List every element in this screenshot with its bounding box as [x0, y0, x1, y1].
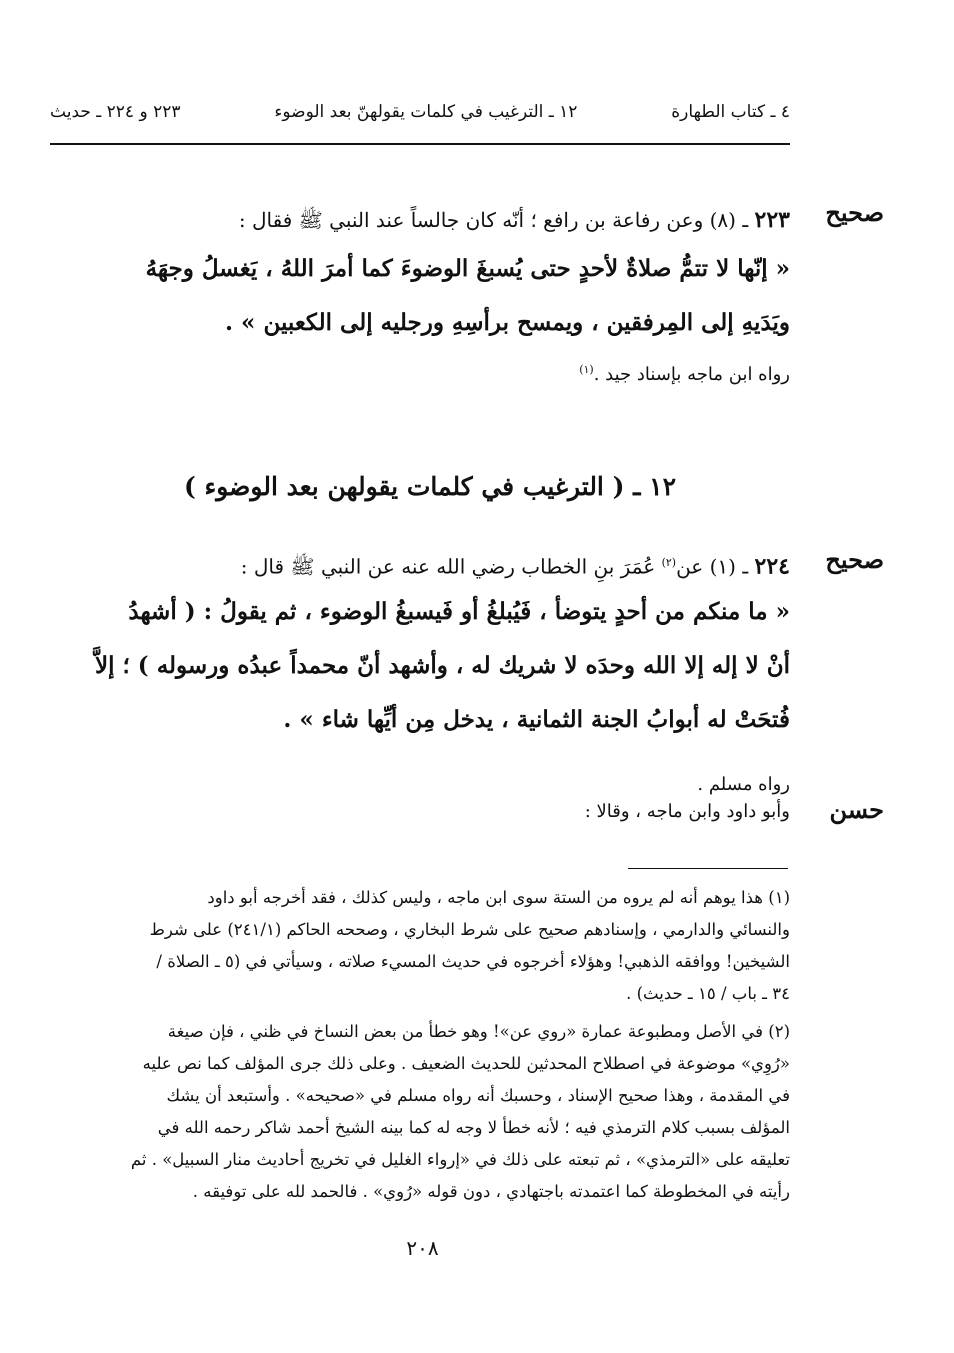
hadith-223-source — [50, 350, 790, 390]
hadith-224 — [50, 541, 790, 805]
hadith-224-number: ٢٢٤ — [754, 553, 790, 580]
footnote-1-line: (١) هذا يوهم أنه لم يروه من الستة سوى ابن ماجه ، وليس كذلك ، فقد أخرجه أبو داود — [207, 888, 790, 907]
footnote-1-line: والنسائي والدارمي ، وإسنادهم صحيح على شرط البخاري ، وصححه الحاكم (٢٤١/١) على شرط — [149, 920, 790, 939]
footnote-1 — [50, 882, 790, 1010]
hasan-note-text: وأبو داود وابن ماجه ، وقالا : — [584, 801, 790, 822]
footnote-2 — [50, 1016, 790, 1208]
running-header — [50, 92, 790, 132]
footnote-2-line: المؤلف بسبب كلام الترمذي فيه ؛ لأنه خطأ لا وجه له كما بينه الشيخ أحمد شاكر رحمه الله في — [157, 1118, 790, 1137]
footnote-2-line: رأيته في المخطوطة كما اعتمدته باجتهادي ، دون قوله «رُوي» . فالحمد لله على توفيقه . — [192, 1182, 790, 1201]
grade-label-223: صحيح — [825, 198, 884, 227]
grade-label-224: صحيح — [825, 545, 884, 574]
hadith-223-matn-line-2: ويَدَيهِ إلى المِرفقين ، ويمسح برأسِهِ ورجليه إلى الكعبين » . — [225, 309, 790, 336]
hadith-224-matn-line-2: أنْ لا إله إلا الله وحدَه لا شريك له ، وأشهد أنّ محمداً عبدُه ورسوله ) ؛ إلاَّ — [94, 652, 790, 679]
hadith-223-matn-line-1: « إنّها لا تتمُّ صلاةٌ لأحدٍ حتى يُسبغَ الوضوءَ كما أمرَ اللهُ ، يَغسلُ وجهَهُ — [145, 255, 790, 282]
hadith-224-matn-line-1: « ما منكم من أحدٍ يتوضأ ، فَيُبلغُ أو فَيسبغُ الوضوء ، ثم يقولُ : ( أشهدُ — [128, 598, 790, 625]
hadith-224-intro — [50, 541, 790, 585]
footnote-2-line: في المقدمة ، وهذا صحيح الإسناد ، وحسبك أنه رواه مسلم في «صحيحه» . وأستبعد أن يشك — [166, 1086, 790, 1105]
hadith-224-intro-text-a: ـ (١) عن — [676, 554, 755, 579]
header-chapter-title: ١٢ ـ الترغيب في كلمات يقولهنّ بعد الوضوء — [274, 102, 578, 122]
footnotes — [50, 882, 790, 1208]
hadith-224-matn-line-3: فُتحَتْ له أبوابُ الجنة الثمانية ، يدخل مِن أيِّها شاء » . — [283, 706, 790, 733]
hadith-224-source: رواه مسلم . — [697, 774, 790, 795]
footnote-ref-1[interactable]: (١) — [579, 363, 594, 376]
header-rule — [50, 143, 790, 145]
hadith-223-intro-text: ـ (٨) وعن رفاعة بن رافع ؛ أنّه كان جالساً عند النبي ﷺ فقال : — [238, 208, 755, 232]
footnote-1-line: الشيخين! ووافقه الذهبي! وهؤلاء أخرجوه في حديث المسيء صلاته ، وسيأتي في (٥ ـ الصلاة / — [156, 952, 790, 971]
footnote-rule — [628, 868, 788, 869]
chapter-title: ١٢ ـ ( الترغيب في كلمات يقولهن بعد الوضوء ) — [183, 472, 677, 501]
hadith-223-intro — [50, 198, 790, 242]
footnote-1-line: ٣٤ ـ باب / ١٥ ـ حديث) . — [626, 984, 790, 1003]
header-hadith-range: ٢٢٣ و ٢٢٤ ـ حديث — [50, 102, 181, 122]
footnote-2-line: تعليقه على «الترمذي» ، ثم تبعته على ذلك في «إرواء الغليل في تخريج أحاديث منار السبيل» . ثم — [130, 1150, 790, 1169]
hadith-223 — [50, 198, 790, 390]
page-number: ٢٠٨ — [406, 1236, 439, 1260]
hadith-223-source-text: رواه ابن ماجه بإسناد جيد . — [593, 364, 790, 385]
hadith-223-number: ٢٢٣ — [754, 207, 790, 233]
footnote-ref-2[interactable]: (٢) — [661, 556, 677, 569]
grade-label-hasan: حسن — [829, 795, 884, 824]
footnote-2-line: (٢) في الأصل ومطبوعة عمارة «روي عن»! وهو خطأ من بعض النساخ في ظني ، فإن صيغة — [167, 1022, 790, 1041]
footnote-2-line: «رُوِي» موضوعة في اصطلاح المحدثين للحديث الضعيف . وعلى ذلك جرى المؤلف كما نص عليه — [142, 1054, 790, 1073]
hadith-224-intro-text-b: عُمَرَ بنِ الخطاب رضي الله عنه عن النبي ﷺ قال : — [240, 554, 662, 579]
header-book-title: ٤ ـ كتاب الطهارة — [671, 102, 790, 122]
